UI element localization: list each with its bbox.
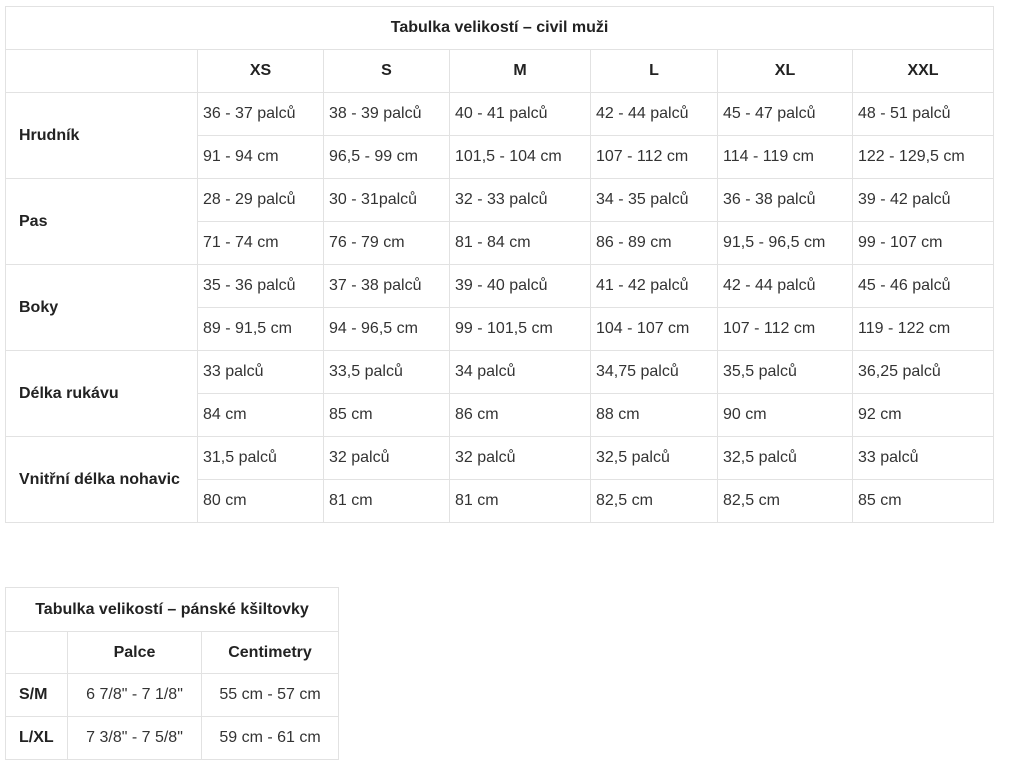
table-cell: 55 cm - 57 cm (202, 674, 339, 717)
table-cell: 36 - 38 palců (718, 179, 853, 222)
table-cell: 81 cm (324, 480, 450, 523)
table-cell: 42 - 44 palců (591, 93, 718, 136)
table-cell: 80 cm (198, 480, 324, 523)
table-cell: 82,5 cm (591, 480, 718, 523)
table-cell: 85 cm (853, 480, 994, 523)
table-cell: 36 - 37 palců (198, 93, 324, 136)
table-cell: 84 cm (198, 394, 324, 437)
row-label-waist: Pas (6, 179, 198, 265)
empty-corner-cell (6, 50, 198, 93)
table-cell: 91 - 94 cm (198, 136, 324, 179)
table-cell: 91,5 - 96,5 cm (718, 222, 853, 265)
table-cell: 45 - 46 palců (853, 265, 994, 308)
cap-table-title: Tabulka velikostí – pánské kšiltovky (6, 588, 339, 632)
table-cell: 71 - 74 cm (198, 222, 324, 265)
table-cell: 37 - 38 palců (324, 265, 450, 308)
table-cell: 99 - 107 cm (853, 222, 994, 265)
table-row (6, 93, 994, 136)
table-cell: 39 - 40 palců (450, 265, 591, 308)
column-header-inches: Palce (68, 632, 202, 674)
size-header-s: S (324, 50, 450, 93)
table-cell: 107 - 112 cm (591, 136, 718, 179)
table-cell: 33 palců (853, 437, 994, 480)
size-header-l: L (591, 50, 718, 93)
size-header-xs: XS (198, 50, 324, 93)
empty-corner-cell (6, 632, 68, 674)
row-label-lxl: L/XL (6, 717, 68, 760)
table-cell: 90 cm (718, 394, 853, 437)
table-cell: 32 palců (450, 437, 591, 480)
table-cell: 86 - 89 cm (591, 222, 718, 265)
table-cell: 81 cm (450, 480, 591, 523)
table-cell: 33,5 palců (324, 351, 450, 394)
table-cell: 96,5 - 99 cm (324, 136, 450, 179)
table-cell: 104 - 107 cm (591, 308, 718, 351)
row-label-sleeve-length: Délka rukávu (6, 351, 198, 437)
table-cell: 32 palců (324, 437, 450, 480)
table-cell: 31,5 palců (198, 437, 324, 480)
table-cell: 38 - 39 palců (324, 93, 450, 136)
table-row (6, 437, 994, 480)
table-cell: 45 - 47 palců (718, 93, 853, 136)
table-row (6, 179, 994, 222)
table-cell: 34 - 35 palců (591, 179, 718, 222)
table-cell: 36,25 palců (853, 351, 994, 394)
table-cell: 89 - 91,5 cm (198, 308, 324, 351)
table-cell: 35 - 36 palců (198, 265, 324, 308)
table-cell: 119 - 122 cm (853, 308, 994, 351)
table-cell: 81 - 84 cm (450, 222, 591, 265)
table-cell: 28 - 29 palců (198, 179, 324, 222)
table-cell: 32 - 33 palců (450, 179, 591, 222)
table-cell: 7 3/8" - 7 5/8" (68, 717, 202, 760)
table-cell: 99 - 101,5 cm (450, 308, 591, 351)
size-header-xxl: XXL (853, 50, 994, 93)
table-cell: 76 - 79 cm (324, 222, 450, 265)
table-cell: 114 - 119 cm (718, 136, 853, 179)
table-row (6, 674, 339, 717)
table-cell: 40 - 41 palců (450, 93, 591, 136)
table-cell: 88 cm (591, 394, 718, 437)
table-cell: 33 palců (198, 351, 324, 394)
table-cell: 35,5 palců (718, 351, 853, 394)
table-row (6, 265, 994, 308)
table-row (6, 717, 339, 760)
table-cell: 32,5 palců (591, 437, 718, 480)
table-row (6, 351, 994, 394)
table-cell: 94 - 96,5 cm (324, 308, 450, 351)
size-header-xl: XL (718, 50, 853, 93)
table-cell: 42 - 44 palců (718, 265, 853, 308)
table-cell: 39 - 42 palců (853, 179, 994, 222)
table-cell: 122 - 129,5 cm (853, 136, 994, 179)
table-cell: 48 - 51 palců (853, 93, 994, 136)
table-cell: 101,5 - 104 cm (450, 136, 591, 179)
table-cell: 30 - 31palců (324, 179, 450, 222)
table-cell: 59 cm - 61 cm (202, 717, 339, 760)
column-header-centimeters: Centimetry (202, 632, 339, 674)
table-cell: 86 cm (450, 394, 591, 437)
table-cell: 32,5 palců (718, 437, 853, 480)
size-header-m: M (450, 50, 591, 93)
men-cap-size-table (5, 587, 339, 760)
table-cell: 85 cm (324, 394, 450, 437)
civil-men-size-table (5, 6, 994, 523)
row-label-inseam: Vnitřní délka nohavic (6, 437, 198, 523)
civil-men-table-title: Tabulka velikostí – civil muži (6, 7, 994, 50)
table-cell: 107 - 112 cm (718, 308, 853, 351)
table-cell: 41 - 42 palců (591, 265, 718, 308)
table-cell: 82,5 cm (718, 480, 853, 523)
row-label-chest: Hrudník (6, 93, 198, 179)
row-label-hips: Boky (6, 265, 198, 351)
table-cell: 34,75 palců (591, 351, 718, 394)
table-cell: 34 palců (450, 351, 591, 394)
table-cell: 6 7/8" - 7 1/8" (68, 674, 202, 717)
table-cell: 92 cm (853, 394, 994, 437)
row-label-sm: S/M (6, 674, 68, 717)
